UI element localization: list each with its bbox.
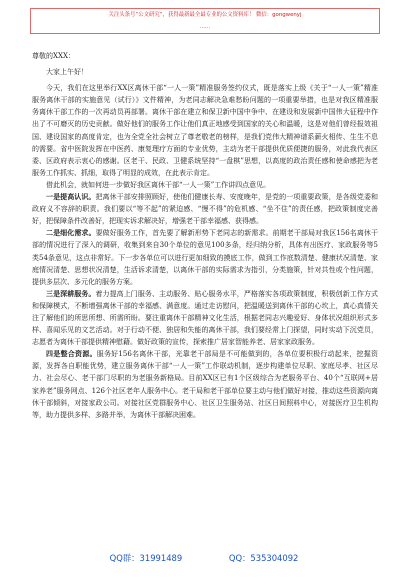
paragraph-text: 着力提高上门服务、主动服务、贴心服务水平，严格落实各项政策制度，积极创新工作方式和保障模式，不断增强离休干部的幸福感、满意度。通过走访慰问，把温暖送到离休干部的心坎上，真心真情关注了解他们的所思所想、所需所盼。要注重离休干部精神文化生活，根据老同志兴趣爱好、身体状况组织形式多样、喜闻乐见的文艺活动。对于行动不便、独居和失能的离休干部，我们要经常上门探望，同时实动下沉党员，志愿者为离休干部提供精神慰藉。做好政策的宣传，探索推广居家智能养老、居家家政服务。 [32, 289, 379, 347]
salutation: 尊敬的XXX： [32, 52, 75, 60]
paragraph-lead: 四是整合资源。 [46, 349, 97, 359]
header-banner [30, 8, 380, 34]
paragraph-text: 要做好服务工作，首先要了解新形势下老同志的新需求。前期老干部局对我区156名离休干部的情况进行了深入的调研，收集到来自30个单位的意见100多条，经归纳分析，具体有出医疗、家政服务等5类54条意见，这点非常好。下一步各单位可以进行更加细致的摸底工作，做到工作底数清楚、健康状况清楚、家庭情况清楚、思想状况清楚，生活诉求清楚，以离休干部的实际需求为指引，分类施策，针对共性或个性问题，提供多层次、多元化的服务方案。 [32, 229, 378, 286]
qq-contact: QQ：535304092 [228, 553, 299, 563]
paragraph-transition [32, 179, 378, 191]
paragraph-point-4 [32, 348, 378, 421]
paragraph-point-3 [32, 288, 378, 348]
paragraph-lead: 一是提高认识。 [46, 192, 96, 202]
paragraph-text: 今天，我们在这里举行XX区离休干部“一人一策”精准服务签约仪式，既是落实上级《关于“一人一策”精准服务离休干部的实施意见（试行）》文件精神，为老同志解决急难愁盼问题的一项重要举措，也是对我区精准服务离休干部工作的一次再动员再部署。离休干部在建立和保卫新中国中争中、在建设和发展新中国伟大征程中作出了不可磨灭的历史贡献。做好他们的服务工作让他们真正地感受到国家的关心和温暖，这是对他们曾经报效祖国、建设国家的高度肯定，也为全党全社会树立了尊老敬老的榜样，是我们党伟大精神谱系薪火相传、生生不息的需要。省中医院发挥在中医药、康复理疗方面的专业优势，主动为老干部提供优质便捷的服务，对此我代表区委、区政府表示衷心的感谢。区老干、民政、卫健系统坚持“一盘棋”思想，以高度的政治责任感和使命感把为老服务工作抓实、抓细，取得了明显的成效，在此表示肯定。 [32, 84, 378, 177]
paragraph-point-2 [32, 227, 378, 287]
banner-line-1: 关注头条号“公文研究”，获得最新最全最专业的公文资料库！ 微信：gongwenyj [108, 12, 302, 18]
contact-footer [0, 552, 408, 564]
paragraph-text: 借此机会，就如何进一步做好我区离休干部“一人一策”工作讲四点意见。 [46, 180, 271, 189]
paragraph-text: 把离休干部安排照顾好，使他们健康长寿、安度晚年，是党的一项重要政策，是各级党委和政府义不容辞的职责。我们要以“等不起”的紧迫感、“慢不得”的危机感、“坐不住”的责任感，把政策制度完善好，把保障条件改善好，把现实诉求解决好，增强老干部幸福感、获得感。 [32, 193, 379, 226]
paragraph-text: 服务好156名离休干部，光靠老干部局是不可能做到的，各单位要积极行动起来，挖掘资源，发挥各自职能优势，建立服务离休干部“一人一策”工作联动机制，逐步构建单位尽职、家庭尽孝、社区尽力、社会尽心、老干部门尽职的为老服务新格局。目前XX区已有1个区级综合为老服务平台、40个“互联网+居家养老”服务网点、126个社区老年人服务中心。老干局和老干部单位要主动与他们做好对接，推动这些资源向离休干部倾斜，对接家政公司。对接社区党群服务中心、社区卫生服务站、社区日间照料中心，对接医疗卫生机构等，助力提供多样、多路并举，为离休干部解决困难。 [32, 350, 378, 419]
paragraph-lead: 二是细化需求。 [46, 228, 96, 238]
qq-group: QQ群：31991489 [109, 553, 183, 563]
paragraph-point-1 [32, 191, 378, 227]
banner-line-2: …… [199, 23, 211, 30]
greeting: 大家上午好！ [46, 68, 88, 77]
paragraph-intro [32, 82, 378, 179]
paragraph-lead: 三是深耕服务。 [46, 288, 96, 298]
document-body [32, 50, 378, 421]
